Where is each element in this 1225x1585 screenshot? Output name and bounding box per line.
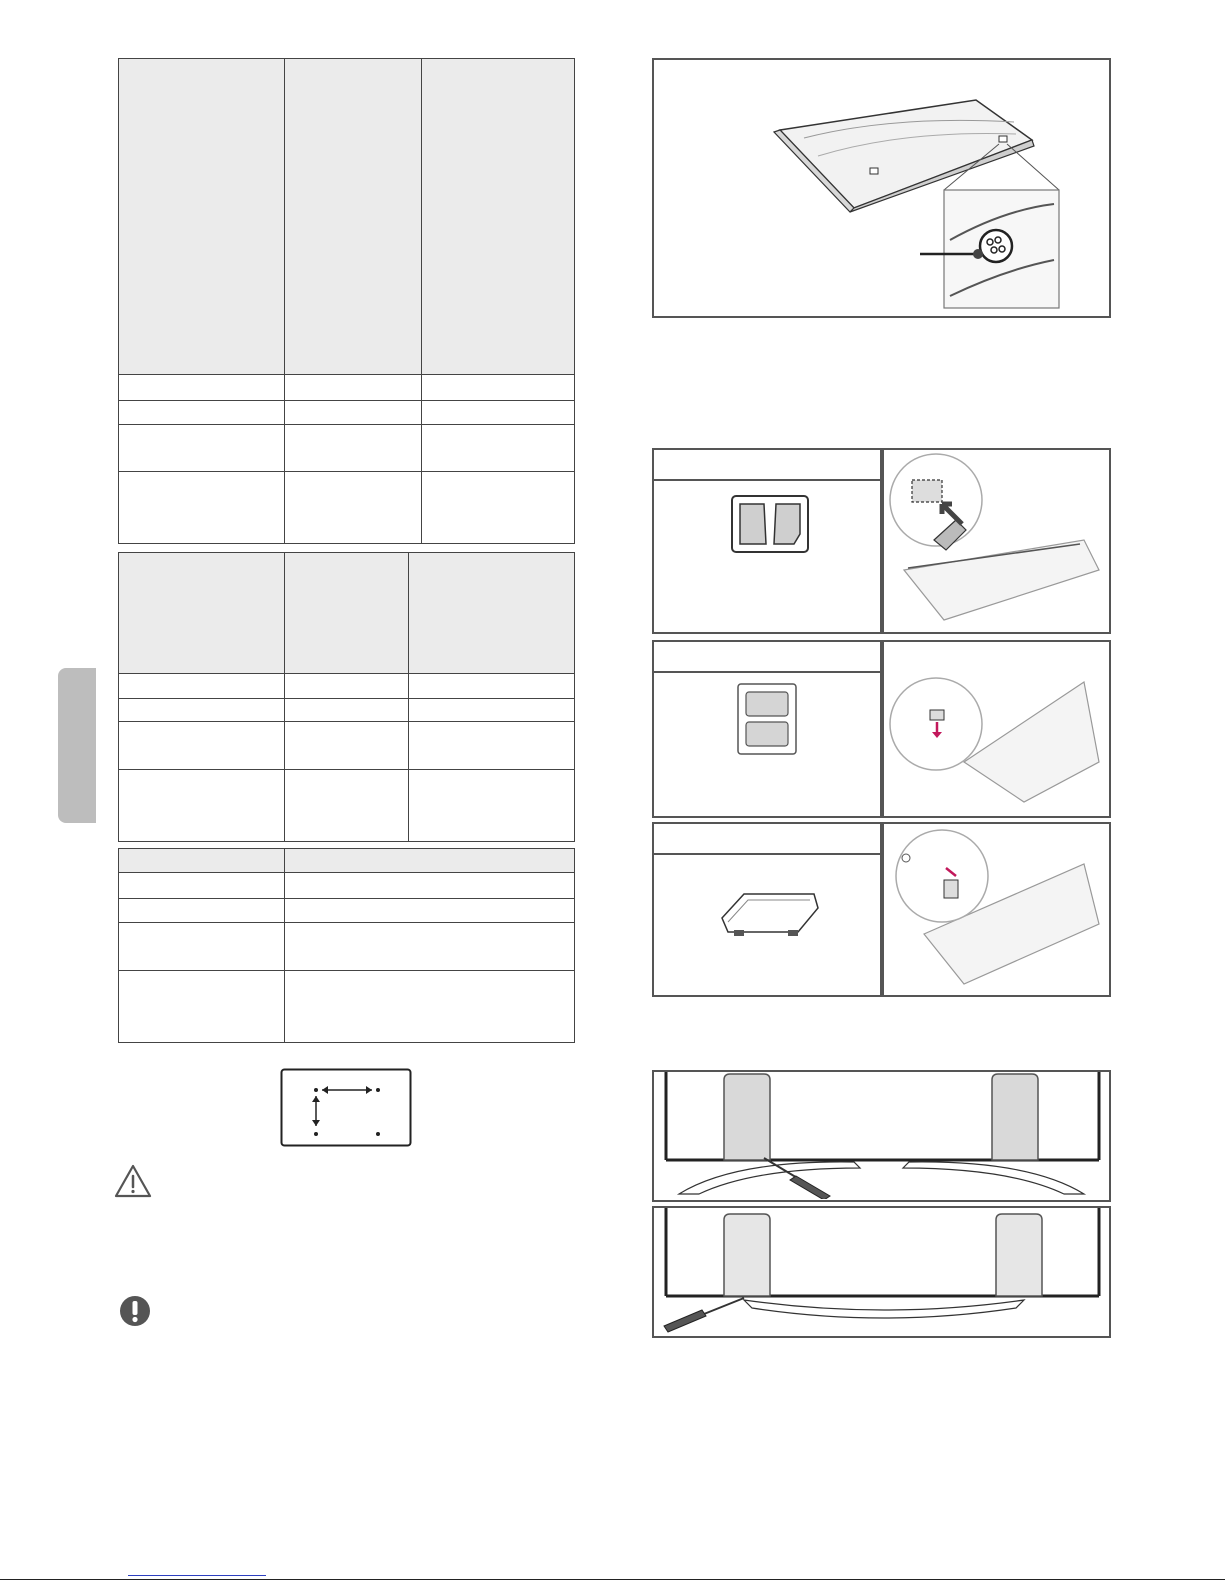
table1-header-col3 (422, 59, 575, 375)
table2-cell (285, 674, 409, 699)
table1-cell (119, 375, 285, 401)
cable-holder-part-3 (652, 822, 882, 997)
vesa-dimension-diagram (280, 1068, 412, 1148)
table2-cell (119, 770, 285, 842)
table3-header-value (285, 849, 575, 873)
table3-header-model (119, 849, 285, 873)
note-exclamation-icon (118, 1294, 152, 1328)
table1-cell (119, 472, 285, 544)
table3-cell (285, 971, 575, 1043)
table3-cell (285, 873, 575, 899)
wall-mount-spec-table-1 (118, 58, 575, 544)
table3-cell (285, 923, 575, 971)
table1-cell (422, 401, 575, 425)
wall-mount-spec-table-2 (118, 552, 575, 842)
cable-holder-step-1-illustration (882, 448, 1111, 634)
table2-cell (409, 770, 575, 842)
table1-cell (422, 472, 575, 544)
caution-triangle-icon (114, 1164, 152, 1198)
stand-removal-illustration-1 (652, 1070, 1111, 1202)
table2-cell (119, 699, 285, 722)
table1-cell (285, 472, 422, 544)
table2-cell (285, 722, 409, 770)
table2-cell (285, 770, 409, 842)
table2-header-model (119, 553, 285, 674)
cable-holder-step-2-illustration (882, 640, 1111, 818)
cable-holder-step-3-illustration (882, 822, 1111, 997)
table3-cell (119, 873, 285, 899)
table1-cell (285, 425, 422, 472)
table1-cell (285, 401, 422, 425)
table2-cell (409, 674, 575, 699)
table1-cell (119, 401, 285, 425)
table1-cell (422, 375, 575, 401)
table1-header-col2 (285, 59, 422, 375)
table1-header-model (119, 59, 285, 375)
table3-cell (119, 971, 285, 1043)
cable-holder-part-2 (652, 640, 882, 818)
table2-cell (119, 674, 285, 699)
table2-header-col3 (409, 553, 575, 674)
table1-cell (119, 425, 285, 472)
wall-mount-spec-table-3 (118, 848, 575, 1043)
tv-back-panel-illustration (652, 58, 1111, 318)
table3-cell (119, 923, 285, 971)
footer-link-underline[interactable] (128, 1575, 266, 1576)
stand-removal-illustration-2 (652, 1206, 1111, 1338)
table2-cell (119, 722, 285, 770)
table3-cell (285, 899, 575, 923)
section-side-tab (58, 668, 96, 823)
table2-cell (285, 699, 409, 722)
footer-rule (0, 1579, 1225, 1580)
table2-header-col2 (285, 553, 409, 674)
table3-cell (119, 899, 285, 923)
cable-holder-part-1 (652, 448, 882, 634)
table1-cell (422, 425, 575, 472)
table2-cell (409, 699, 575, 722)
table1-cell (285, 375, 422, 401)
table2-cell (409, 722, 575, 770)
